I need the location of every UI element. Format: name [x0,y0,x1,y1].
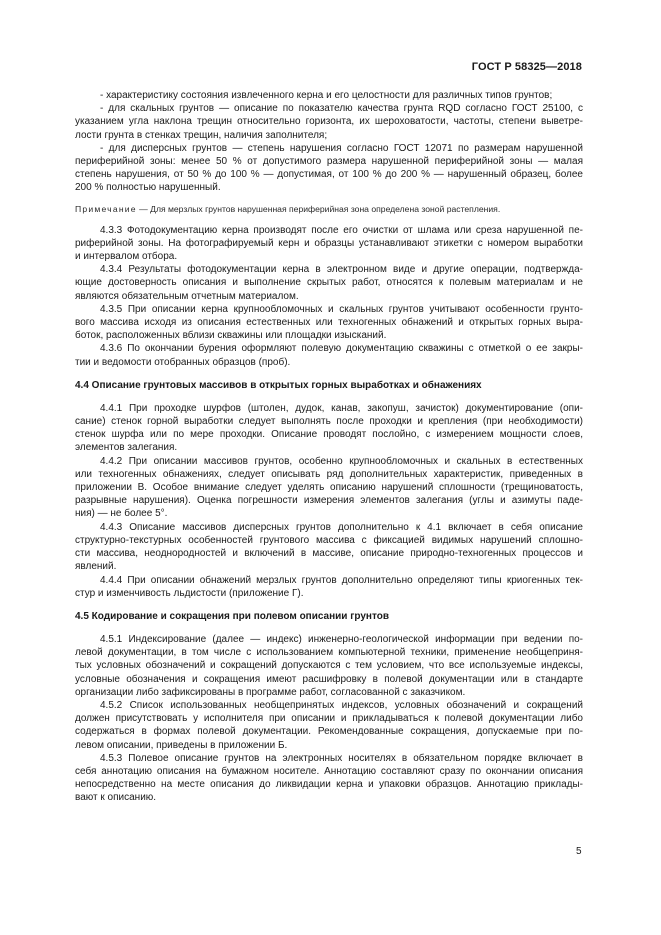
text-line: тии и ведомости отобранных образцов (проб). [75,356,291,368]
text-line: структурно-текстурных особенностей грунтового массива с фиксацией видимых нарушений сплошно- [75,534,583,546]
text-line: сание) стенок горной выработки следует выполнять после проходки и крепления (при необходимости) [75,416,583,428]
text-line: ющие достоверность описания и выполнение скрытых работ, относятся к полевым материалам и не [75,277,583,289]
text-line: содержаться в формах полевой документации. Рекомендованные сокращения, допускаемые при по- [75,726,583,738]
text-line: 4.4.3 Описание массивов дисперсных грунтов дополнительно к 4.1 включает в себя описание [100,521,583,533]
text-line: периферийной зоны: менее 50 % от допустимого размера нарушенной периферийной зоны — малая [75,156,583,168]
text-line: - для дисперсных грунтов — степень нарушения согласно ГОСТ 12071 по размерам нарушенной [100,142,583,154]
text-line: левой документации, в том числе с использованием компьютерной техники, применение необщеприня- [75,647,583,659]
paragraph-4-3-6 [75,342,583,368]
text-line: ния) — не более 5°. [75,508,168,520]
text-line: указанием угла наклона трещин относительно горизонта, их шероховатости, частоты, степени выветре- [75,116,583,128]
paragraph-4-3-5 [75,303,583,343]
text-line: организации либо зафиксированы в программе работ, согласованной с заказчиком. [75,686,466,698]
document-code: ГОСТ Р 58325—2018 [471,61,582,73]
paragraph-4-3-3 [75,224,583,264]
text-line: стенок шурфа или по мере проходки. Описание проводят послойно, с измерением мощности слоев, [75,429,583,441]
paragraph-4-5-2 [75,699,583,752]
page-content [75,89,583,805]
paragraph-dispersed-soils [75,142,583,195]
text-line: лости грунта в стенках трещин, наличия заполнителя; [75,129,328,141]
paragraph-4-4-4 [75,574,583,600]
paragraph-4-4-3 [75,521,583,574]
text-line: 4.5.3 Полевое описание грунтов на электронных носителях в обязательном порядке включает в [100,752,583,764]
text-line: и интервалом отбора. [75,251,178,263]
text-line: степень нарушения, от 50 % до 100 % — допустимая, от 100 % до 200 % — нарушенный образец, более [75,169,583,181]
text-line: риферийной зоны. На фотографируемый керн и образцы устанавливают этикетки с номером выработки [75,237,583,249]
text-line: - характеристику состояния извлеченного керна и его целостности для различных типов грунтов; [100,90,553,101]
text-line: 4.3.6 По окончании бурения оформляют полевую документацию скважины с отметкой о ее закры- [100,343,583,355]
text-line: 4.4.2 При описании массивов грунтов, особенно крупнообломочных и скальных в естественных [100,455,583,467]
text-line: тых условных обозначений и сокращений допускаются с тем условием, что все используемые индексы, [75,660,583,672]
text-line: 4.5.1 Индексирование (далее — индекс) инженерно-геологической информации при ведении по- [100,633,583,645]
text-line: 4.3.4 Результаты фотодокументации керна в электронном виде и другие операции, подтвержда- [100,264,583,276]
text-line: вают к описанию. [75,792,157,804]
section-heading-4-5: 4.5 Кодирование и сокращения при полевом описании грунтов [75,610,389,622]
page-number: 5 [576,846,582,857]
text-line: 4.4.4 При описании обнажений мерзлых грунтов дополнительно определяют типы криогенных тек- [100,574,583,586]
note [75,204,583,215]
text-line: приложении В. Особое внимание следует уделять описанию нарушений сплошности (трещиноватость, [75,482,583,494]
text-line: 4.4.1 При проходке шурфов (штолен, дудок, канав, закопуш, зачисток) документирование (опи- [100,402,583,414]
text-line: являются обязательным отчетным материалом. [75,290,299,302]
text-line: должен присутствовать у исполнителя при описании и прикладываться к полевой документации либо [75,713,583,725]
paragraph-characteristics [75,89,583,142]
text-line: разрывные нарушения). Оценка погрешности измерения элементов залегания (углы и азимуты паде- [75,495,583,507]
text-line: 4.5.2 Список использованных необщепринятых индексов, условных обозначений и сокращений [100,699,583,711]
note-text: — Для мерзлых грунтов нарушенная периферийная зона определена зоной растепления. [136,203,501,214]
text-line: вого массива исходя из описания естественных или техногенных обнажений и открытых горных выра- [75,317,583,329]
text-line: боток, расположенных вблизи скважины или площадки изысканий. [75,330,387,342]
paragraph-4-4-2 [75,455,583,521]
paragraph-4-4-1 [75,402,583,455]
text-line: 4.3.3 Фотодокументацию керна производят после его очистки от шлама или среза нарушенной пе- [100,224,583,236]
section-heading-4-4: 4.4 Описание грунтовых массивов в открытых горных выработках и обнажениях [75,379,482,391]
paragraph-4-5-3 [75,752,583,805]
text-line: непосредственно на месте описания до ликвидации керна и упаковки образцов. Аннотацию приклады- [75,779,583,791]
text-line: элементов залегания. [75,442,178,454]
text-line: сти массива, неоднородностей и включений в массиве, описание природно-техногенных процессов и [75,548,583,560]
text-line: условные обозначения и сокращения имеют расшифровку в полевой документации или в стандарте [75,673,583,685]
text-line: 4.3.5 При описании керна крупнообломочных и скальных грунтов учитывают особенности грунто- [100,303,583,315]
text-line: себя аннотацию описания на бумажном носителе. Аннотацию составляют сразу по окончании описания [75,765,583,777]
paragraph-4-5-1 [75,633,583,699]
paragraph-4-3-4 [75,263,583,303]
text-line: стур и изменчивость льдистости (приложение Г). [75,587,304,599]
text-line: - для скальных грунтов — описание по показателю качества грунта RQD согласно ГОСТ 25100, с [100,103,583,115]
text-line: 200 % полностью нарушенный. [75,182,221,194]
text-line: явлений. [75,561,117,573]
text-line: или техногенных обнажениях, следует описывать ряд дополнительных характеристик, приведенных в [75,468,583,480]
text-line: левом описании, приведены в приложении Б. [75,739,288,751]
note-label: Примечание [75,203,137,214]
